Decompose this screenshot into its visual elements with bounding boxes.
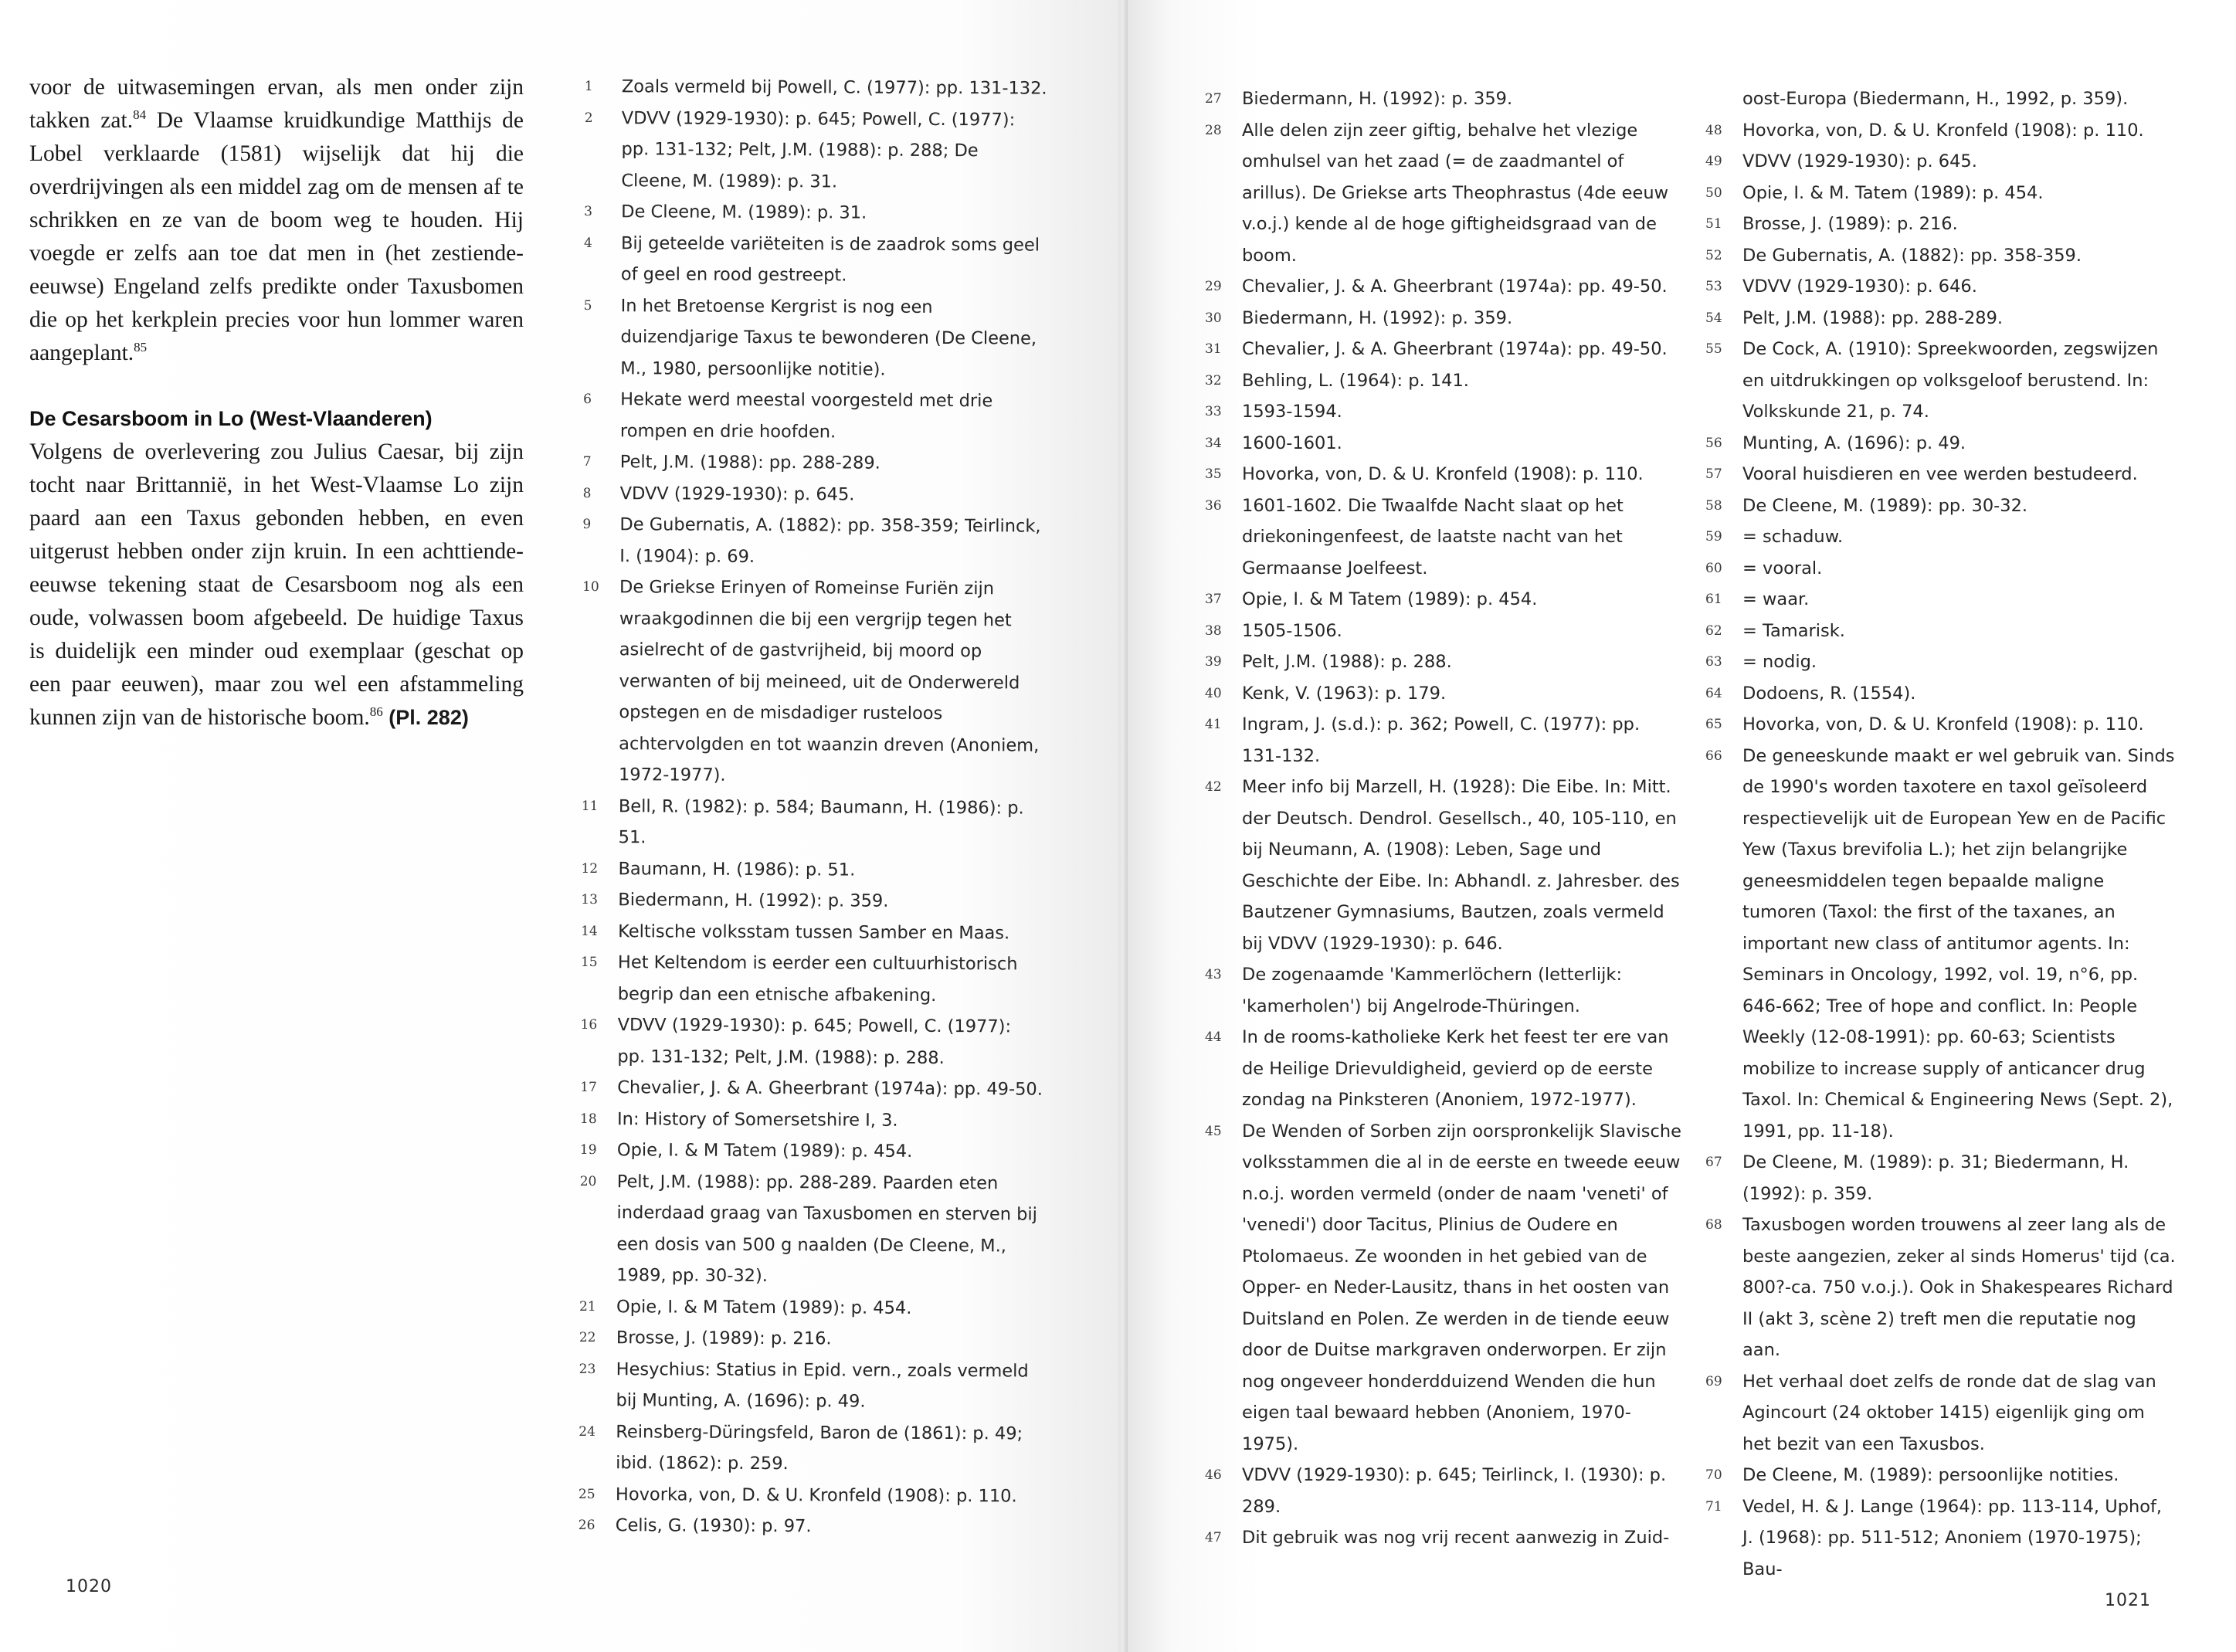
footnote-item [1705, 209, 2177, 240]
footnote-item [581, 884, 1044, 918]
footnote-number: 4 [583, 235, 592, 251]
footnote-number: 46 [1205, 1467, 1222, 1483]
paragraph-1 [29, 71, 524, 370]
footnote-text: Ingram, J. (s.d.): p. 362; Powell, C. (1977): pp. 131-132. [1242, 714, 1641, 766]
footnote-item [1705, 678, 2177, 710]
footnote-ref-86: 86 [369, 704, 383, 720]
footnote-text: = Tamarisk. [1742, 620, 1845, 641]
footnote-number: 34 [1205, 435, 1222, 451]
footnote-item [1705, 334, 2177, 428]
footnotes-column-1 [579, 71, 1048, 1543]
plate-reference: (Pl. 282) [382, 706, 469, 729]
right-page [1128, 0, 2236, 1652]
footnote-text: VDVV (1929-1930): p. 645; Teirlinck, I. (1930): p. 289. [1242, 1465, 1667, 1517]
footnote-number: 9 [582, 516, 592, 533]
footnote-text: Taxusbogen worden trouwens al zeer lang als de beste aangezien, zeker al sinds Homerus' tijd (ca. 800?-ca. 750 v.o.j.). Ook in Shakespeares Richard II (akt 3, scène 2) treft men die reputatie nog aan. [1742, 1215, 2176, 1360]
paragraph-2-text: Volgens de overlevering zou Julius Caesar, bij zijn tocht naar Brittannië, in het West-Vlaamse Lo zijn paard aan een Taxus gebonden hebben, en even uitgerust hebben onder zijn kruin. In een achttiende-eeuwse tekening staat de Cesarsboom nog als een oude, volwassen boom afgebeeld. De huidige Taxus is duidelijk een minder oud exemplaar (geschat op een paar eeuwen), maar zou wel een afstammeling kunnen zijn van de historische boom. [29, 439, 524, 730]
footnote-number: 66 [1705, 748, 1722, 764]
footnote-item [1205, 584, 1684, 616]
footnote-number: 67 [1705, 1155, 1722, 1170]
footnote-item [581, 853, 1044, 886]
footnote-item [1705, 428, 2177, 460]
footnote-item [1205, 428, 1684, 460]
footnote-item [584, 227, 1047, 292]
footnote-ref-84: 84 [133, 107, 147, 123]
footnote-text: Pelt, J.M. (1988): pp. 288-289. [619, 452, 880, 473]
footnote-item [583, 446, 1047, 480]
footnote-number: 60 [1705, 560, 1722, 576]
footnote-text: VDVV (1929-1930): p. 645; Powell, C. (1977): pp. 131-132; Pelt, J.M. (1988): p. 288. [617, 1015, 1012, 1068]
footnote-item [1705, 741, 2177, 1148]
footnote-number: 11 [581, 798, 599, 814]
footnote-number: 30 [1205, 310, 1222, 326]
footnote-text: 1593-1594. [1242, 402, 1342, 422]
footnote-text: Het verhaal doet zelfs de ronde dat de slag van Agincourt (24 oktober 1415) eigenlijk ging om het bezit van een Taxusbos. [1742, 1371, 2156, 1454]
footnote-text: = schaduw. [1742, 527, 1844, 547]
footnote-text: Alle delen zijn zeer giftig, behalve het vlezige omhulsel van het zaad (= de zaadmantel of arillus). De Griekse arts Theophrastus (4de eeuw v.o.j.) kende al de hoge giftigheidsgraad van de boom. [1242, 120, 1669, 266]
footnote-item [1705, 709, 2177, 741]
footnote-text: Bij geteelde variëteiten is de zaadrok soms geel of geel en rood gestreept. [620, 232, 1040, 286]
footnote-ref-85: 85 [134, 340, 148, 355]
footnote-number: 3 [584, 203, 593, 220]
footnote-number: 42 [1205, 779, 1222, 795]
footnote-item [580, 1072, 1043, 1105]
footnote-text: Kenk, V. (1963): p. 179. [1242, 683, 1447, 704]
footnote-number: 49 [1705, 154, 1722, 169]
footnote-number: 58 [1705, 497, 1722, 514]
footnote-number: 52 [1705, 247, 1722, 263]
footnote-text: Biedermann, H. (1992): p. 359. [618, 890, 889, 911]
footnote-number: 28 [1205, 122, 1222, 138]
paragraph-1-text-b: De Vlaamse kruidkundige Matthijs de Lobel verklaarde (1581) wijselijk dat hij die overdrijvingen als een middel zag om de mensen af te schrikken en ze van de boom weg te houden. Hij voegde er zelfs aan toe dat men in (het zestiende-eeuwse) Engeland zelfs predikte onder Taxusbomen die op het kerkplein precies voor hun lommer waren aangeplant. [29, 108, 524, 365]
footnote-number: 18 [580, 1111, 597, 1127]
footnote-text: De Gubernatis, A. (1882): pp. 358-359; Teirlinck, I. (1904): p. 69. [619, 514, 1041, 567]
footnote-text: De Cock, A. (1910): Spreekwoorden, zegswijzen en uitdrukkingen op volksgeloof berustend. In: Volkskunde 21, p. 74. [1742, 339, 2159, 422]
footnote-number: 6 [583, 391, 592, 408]
footnote-number: 31 [1205, 341, 1222, 357]
footnote-item [582, 509, 1046, 574]
footnote-item [1705, 490, 2177, 522]
footnote-text: = vooral. [1742, 558, 1823, 578]
footnote-number: 33 [1205, 404, 1222, 419]
footnote-text: Behling, L. (1964): p. 141. [1242, 370, 1469, 391]
footnote-item [579, 1416, 1042, 1481]
footnote-item [1205, 1116, 1684, 1460]
footnote-text: Zoals vermeld bij Powell, C. (1977): pp. 131-132. [621, 76, 1047, 99]
footnote-item [1705, 1147, 2177, 1209]
footnote-text: oost-Europa (Biedermann, H., 1992, p. 359). [1742, 89, 2129, 109]
footnote-item [1705, 521, 2177, 553]
footnote-number: 23 [579, 1361, 596, 1377]
footnote-item [1705, 1460, 2177, 1491]
footnote-item [1205, 459, 1684, 490]
footnote-text: Brosse, J. (1989): p. 216. [616, 1328, 832, 1349]
footnote-text: Chevalier, J. & A. Gheerbrant (1974a): pp. 49-50. [1242, 339, 1668, 359]
footnote-number: 27 [1205, 91, 1222, 107]
footnote-number: 47 [1205, 1530, 1222, 1545]
footnote-item [1705, 83, 2177, 115]
footnote-item [1205, 616, 1684, 647]
footnote-number: 48 [1705, 122, 1722, 138]
footnote-text: De geneeskunde maakt er wel gebruik van. Sinds de 1990's worden taxotere en taxol geïsoleerd respectievelijk uit de European Yew en de Pacific Yew (Taxus brevifolia L.); het zijn belangrijke geneesmiddelen tegen bepaalde maligne tumoren (Taxol: the first of the taxanes, an important new class of antitumor agents. In: Seminars in Oncology, 1992, vol. 19, n°6, pp. 646-662; Tree of hope and conflict. In: People Weekly (12-08-1991): pp. 60-63; Scientists mobilize to increase supply of anticancer drug Taxol. In: Chemical & Engineering News (Sept. 2), 1991, pp. 11-18). [1742, 745, 2175, 1141]
footnote-item [580, 1009, 1043, 1074]
footnote-text: De Cleene, M. (1989): pp. 30-32. [1742, 495, 2028, 516]
footnote-text: Chevalier, J. & A. Gheerbrant (1974a): pp. 49-50. [617, 1077, 1043, 1100]
footnote-number: 19 [579, 1141, 597, 1158]
footnote-item [1205, 303, 1684, 334]
footnote-item [1205, 334, 1684, 365]
footnote-text: = waar. [1742, 589, 1810, 609]
footnote-item [580, 1135, 1043, 1168]
footnote-text: De Wenden of Sorben zijn oorspronkelijk Slavische volksstammen die al in de eerste en tweede eeuw n.o.j. worden vermeld (onder de naam 'veneti' of 'venedi') door Tacitus, Plinius de Oudere en Ptolomaeus. Ze woonden in het gebied van de Opper- en Neder-Lausitz, thans in het oosten van Duitsland en Polen. Ze werden in de tiende eeuw door de Duitse markgraven onderworpen. Er zijn nog ongeveer honderdduizend Wenden die hun eigen taal bewaard hebben (Anoniem, 1970-1975). [1242, 1121, 1681, 1454]
footnote-text: Biedermann, H. (1992): p. 359. [1242, 307, 1513, 328]
footnote-number: 38 [1205, 622, 1222, 639]
main-text-column [29, 71, 524, 734]
footnote-number: 12 [581, 860, 599, 877]
footnote-number: 21 [579, 1298, 596, 1314]
footnote-text: Baumann, H. (1986): p. 51. [618, 858, 856, 880]
footnote-item [583, 384, 1047, 449]
footnote-number: 40 [1205, 685, 1222, 701]
footnote-number: 15 [580, 954, 598, 971]
footnote-number: 36 [1205, 497, 1222, 514]
footnote-item [1205, 365, 1684, 397]
footnote-number: 2 [584, 110, 593, 126]
footnote-number: 56 [1705, 435, 1722, 451]
footnote-number: 10 [582, 578, 599, 595]
footnote-item [1205, 490, 1684, 585]
footnote-text: Dit gebruik was nog vrij recent aanwezig in Zuid- [1242, 1528, 1670, 1548]
footnote-number: 22 [579, 1329, 596, 1346]
footnote-item [579, 1510, 1042, 1543]
footnote-number: 32 [1205, 372, 1222, 388]
footnote-text: De Cleene, M. (1989): persoonlijke notities. [1742, 1465, 2119, 1485]
footnote-number: 62 [1705, 622, 1722, 639]
footnote-number: 64 [1705, 685, 1722, 701]
footnote-item [1705, 115, 2177, 147]
footnote-number: 54 [1705, 310, 1722, 326]
footnote-text: Het Keltendom is eerder een cultuurhistorisch begrip dan een etnische afbakening. [617, 952, 1018, 1006]
footnote-number: 65 [1705, 717, 1722, 732]
footnote-item [1705, 146, 2177, 178]
footnote-item [581, 947, 1044, 1012]
footnote-number: 70 [1705, 1467, 1722, 1483]
footnote-item [585, 71, 1048, 104]
footnotes-column-3 [1705, 83, 2177, 1585]
footnote-text: 1601-1602. Die Twaalfde Nacht slaat op het driekoningenfeest, de laatste nacht van het Germaanse Joelfeest. [1242, 495, 1624, 578]
footnote-item [583, 290, 1047, 385]
footnote-item [1205, 772, 1684, 959]
footnote-number: 26 [578, 1517, 595, 1534]
footnote-item [579, 1322, 1043, 1355]
footnote-item [1205, 1522, 1684, 1554]
footnote-text: Hovorka, von, D. & U. Kronfeld (1908): p. 110. [1742, 714, 2144, 734]
footnote-item [582, 572, 1046, 792]
footnote-item [1205, 1460, 1684, 1522]
footnote-item [582, 790, 1045, 855]
footnote-item [1705, 1366, 2177, 1460]
footnote-text: Hovorka, von, D. & U. Kronfeld (1908): p. 110. [1742, 120, 2144, 141]
footnote-text: In de rooms-katholieke Kerk het feest ter ere van de Heilige Drievuldigheid, gevierd op de eerste zondag na Pinksteren (Anoniem, 1972-1977). [1242, 1027, 1669, 1110]
footnote-item [1205, 83, 1684, 115]
footnote-number: 43 [1205, 967, 1222, 982]
footnote-number: 1 [584, 78, 593, 95]
footnote-item [579, 1291, 1043, 1324]
footnote-number: 45 [1205, 1123, 1222, 1139]
footnote-text: 1505-1506. [1242, 620, 1342, 641]
footnote-item [580, 1103, 1043, 1136]
footnote-text: De zogenaamde 'Kammerlöchern (letterlijk: 'kamerholen') bij Angelrode-Thüringen. [1242, 965, 1623, 1016]
footnote-number: 24 [579, 1423, 595, 1440]
footnote-text: Pelt, J.M. (1988): p. 288. [1242, 652, 1452, 672]
footnote-number: 29 [1205, 279, 1222, 294]
footnote-item [1705, 459, 2177, 490]
footnote-text: De Cleene, M. (1989): p. 31; Biedermann, H. (1992): p. 359. [1742, 1152, 2129, 1204]
footnote-number: 8 [582, 485, 592, 501]
footnote-item [581, 915, 1044, 948]
footnote-number: 51 [1705, 216, 1722, 232]
footnote-text: Bell, R. (1982): p. 584; Baumann, H. (1986): p. 51. [618, 795, 1024, 848]
footnote-number: 69 [1705, 1373, 1722, 1389]
footnote-number: 13 [581, 891, 599, 908]
footnote-number: 16 [580, 1016, 598, 1033]
footnote-number: 68 [1705, 1217, 1722, 1233]
footnote-text: In: History of Somersetshire I, 3. [617, 1108, 898, 1131]
footnote-item [1705, 178, 2177, 209]
footnote-item [579, 1353, 1042, 1418]
footnote-text: Brosse, J. (1989): p. 216. [1742, 214, 1958, 234]
footnote-text: Celis, G. (1930): p. 97. [615, 1515, 812, 1537]
footnote-item [1205, 1022, 1684, 1116]
footnote-text: Opie, I. & M. Tatem (1989): p. 454. [1742, 182, 2044, 203]
footnote-item [584, 102, 1048, 198]
footnote-number: 55 [1705, 341, 1722, 357]
footnote-item [1705, 616, 2177, 647]
footnotes-column-2 [1205, 83, 1684, 1554]
page-number-left: 1020 [66, 1577, 112, 1596]
footnote-text: 1600-1601. [1242, 433, 1342, 453]
footnote-number: 57 [1705, 466, 1722, 482]
footnote-text: Opie, I. & M Tatem (1989): p. 454. [616, 1296, 912, 1318]
footnote-text: Vooral huisdieren en vee werden bestudeerd. [1742, 464, 2138, 484]
footnote-text: Pelt, J.M. (1988): pp. 288-289. [1742, 307, 2004, 328]
footnote-text: De Cleene, M. (1989): p. 31. [621, 202, 867, 223]
footnote-text: Hesychius: Statius in Epid. vern., zoals vermeld bij Munting, A. (1696): p. 49. [616, 1359, 1029, 1412]
footnote-number: 5 [583, 297, 592, 314]
footnote-number: 63 [1705, 654, 1722, 670]
footnote-number: 14 [581, 923, 598, 939]
footnote-item [1205, 115, 1684, 272]
footnote-text: Hovorka, von, D. & U. Kronfeld (1908): p. 110. [1242, 464, 1644, 484]
footnote-text: Dodoens, R. (1554). [1742, 683, 1916, 704]
footnote-item [1205, 709, 1684, 772]
footnote-number: 25 [578, 1486, 595, 1502]
footnote-number: 17 [580, 1079, 597, 1096]
footnote-number: 39 [1205, 654, 1222, 670]
footnote-text: Pelt, J.M. (1988): pp. 288-289. Paarden eten inderdaad graag van Taxusbomen en sterven bij een dosis van 500 g naalden (De Cleene, M., 1989, pp. 30-32). [616, 1171, 1038, 1287]
footnote-number: 7 [582, 453, 592, 470]
footnote-item [1205, 396, 1684, 428]
footnote-number: 61 [1705, 592, 1722, 607]
footnote-number: 59 [1705, 529, 1722, 544]
page-number-right: 1021 [2105, 1591, 2151, 1610]
section-heading: De Cesarsboom in Lo (West-Vlaanderen) [29, 407, 433, 430]
footnote-number: 44 [1205, 1030, 1222, 1045]
footnote-text: Hovorka, von, D. & U. Kronfeld (1908): p. 110. [615, 1484, 1017, 1506]
footnote-text: Biedermann, H. (1992): p. 359. [1242, 89, 1513, 109]
footnote-text: Opie, I. & M Tatem (1989): p. 454. [1242, 589, 1538, 609]
footnote-item [1705, 271, 2177, 303]
footnote-text: VDVV (1929-1930): p. 645; Powell, C. (1977): pp. 131-132; Pelt, J.M. (1988): p. 288; De Cleene, M. (1989): p. 31. [621, 107, 1016, 192]
footnote-text: Munting, A. (1696): p. 49. [1742, 433, 1966, 453]
footnote-item [1705, 553, 2177, 585]
footnote-item [1205, 959, 1684, 1022]
footnote-item [1705, 584, 2177, 616]
footnote-item [583, 477, 1047, 511]
footnote-text: Reinsberg-Düringsfeld, Baron de (1861): p. 49; ibid. (1862): p. 259. [616, 1421, 1023, 1474]
footnote-text: Vedel, H. & J. Lange (1964): pp. 113-114, Uphof, J. (1968): pp. 511-512; Anoniem (1970-1975); Bau- [1742, 1496, 2163, 1579]
footnote-text: Chevalier, J. & A. Gheerbrant (1974a): pp. 49-50. [1242, 276, 1668, 297]
footnote-number: 20 [579, 1173, 597, 1189]
footnote-item [1205, 646, 1684, 678]
footnote-text: = nodig. [1742, 652, 1817, 672]
footnote-text: Meer info bij Marzell, H. (1928): Die Eibe. In: Mitt. der Deutsch. Dendrol. Gesellsch., 40, 105-110, en bij Neumann, A. (1908): Leben, Sage und Geschichte der Eibe. In: Abhandl. z. Jahresber. des Bautzener Gymnasiums, Bautzen, zoals vermeld bij VDVV (1929-1930): p. 646. [1242, 777, 1680, 954]
footnote-item [1705, 240, 2177, 272]
footnote-number: 53 [1705, 279, 1722, 294]
footnote-text: Hekate werd meestal voorgesteld met drie rompen en drie hoofden. [619, 389, 993, 442]
footnote-text: In het Bretoense Kergrist is nog een duizendjarige Taxus te bewonderen (De Cleene, M., 1980, persoonlijke notitie). [620, 295, 1037, 380]
footnote-text: Keltische volksstam tussen Samber en Maas. [618, 921, 1010, 943]
footnote-number: 50 [1705, 185, 1722, 201]
footnote-text: VDVV (1929-1930): p. 646. [1742, 276, 1977, 297]
footnote-text: Opie, I. & M Tatem (1989): p. 454. [616, 1140, 913, 1162]
footnote-number: 71 [1705, 1498, 1722, 1515]
paragraph-2 [29, 436, 524, 734]
footnote-item [1705, 303, 2177, 334]
footnote-text: VDVV (1929-1930): p. 645. [619, 483, 855, 505]
footnote-item [579, 1165, 1043, 1293]
footnote-text: De Gubernatis, A. (1882): pp. 358-359. [1742, 245, 2082, 266]
footnote-item [579, 1478, 1042, 1511]
paragraph-1-text: voor de uitwasemingen ervan, als men onder zijn takken zat. [29, 75, 524, 133]
footnote-number: 37 [1205, 592, 1222, 607]
footnote-text: VDVV (1929-1930): p. 645. [1742, 151, 1977, 171]
footnote-item [584, 196, 1047, 229]
footnote-item [1705, 646, 2177, 678]
footnote-text: De Griekse Erinyen of Romeinse Furiën zijn wraakgodinnen die bij een vergrijp tegen het asielrecht of de gastvrijheid, bij moord op verwanten of bij meineed, uit de Onderwereld opstegen en de misdadiger rusteloos achtervolgden en tot waanzin dreven (Anoniem, 1972-1977). [618, 577, 1040, 785]
footnote-item [1705, 1209, 2177, 1366]
footnote-number: 41 [1205, 717, 1222, 732]
footnote-item [1205, 678, 1684, 710]
footnote-number: 35 [1205, 466, 1222, 482]
footnote-item [1205, 271, 1684, 303]
footnote-item [1705, 1491, 2177, 1586]
